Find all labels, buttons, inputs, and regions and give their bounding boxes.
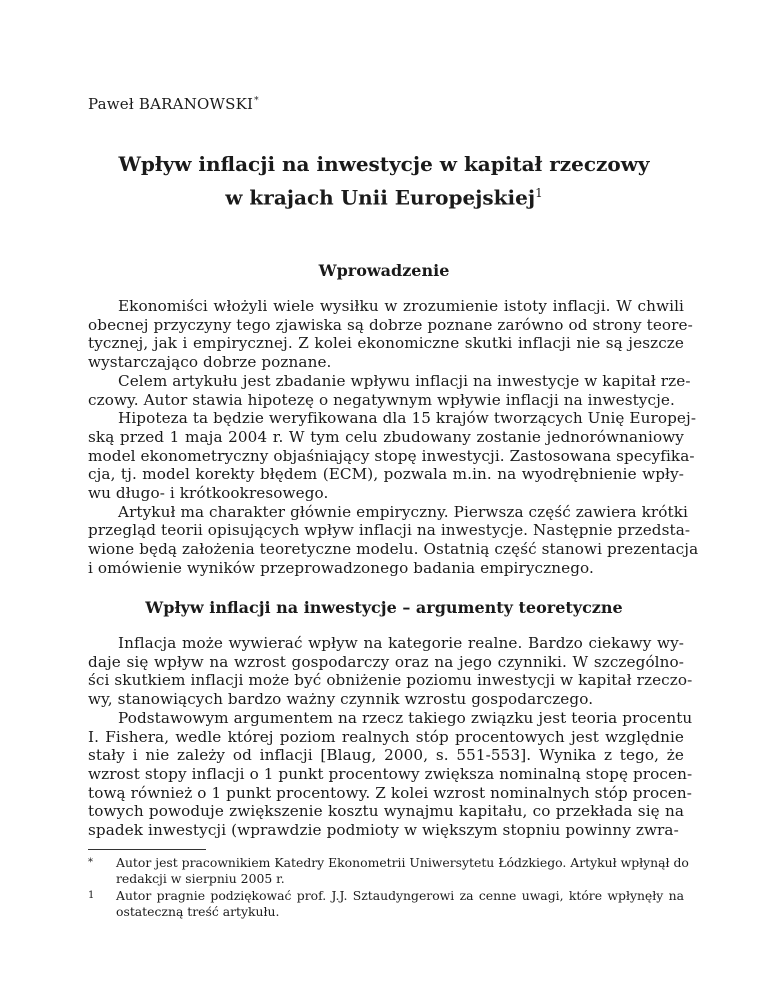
paragraph (88, 634, 693, 709)
text-line: obecnej przyczyny tego zjawiska są dobrze poznane zarówno od strony teore- (88, 315, 693, 334)
footnote-text (116, 855, 689, 887)
text-line: Ekonomiści włożyli wiele wysiłku w zrozumienie istoty inflacji. W chwili (118, 297, 684, 315)
text-line: towych powoduje zwiększenie kosztu wynajmu kapitału, co przekłada się na (88, 802, 684, 821)
text-line: Celem artykułu jest zbadanie wpływu inflacji na inwestycje w kapitał rze- (118, 371, 691, 390)
text-line: Hipoteza ta będzie weryfikowana dla 15 krajów tworzących Unię Europej- (118, 409, 697, 428)
text-line: i omówienie wyników przeprowadzonego badania empirycznego. (88, 558, 594, 577)
text-line: I. Fishera, wedle której poziom realnych stóp procentowych jest względnie (88, 727, 684, 746)
footnote-mark: 1 (88, 890, 95, 901)
section-heading-introduction: Wprowadzenie (318, 261, 450, 280)
footnote-text (116, 888, 684, 920)
text-line: przegląd teorii opisujących wpływ inflacji na inwestycje. Następnie przedsta- (88, 521, 691, 540)
section-introduction-body (88, 297, 699, 578)
text-line: ści skutkiem inflacji może być obniżenie poziomu inwestycji w kapitał rzeczo- (88, 671, 693, 690)
text-line: ską przed 1 maja 2004 r. W tym celu zbudowany zostanie jednorównaniowy (88, 427, 684, 446)
author-name: Paweł BARANOWSKI (88, 95, 254, 113)
text-line: spadek inwestycji (wprawdzie podmioty w większym stopniu powinny zwra- (88, 821, 679, 840)
text-line: wystarczająco dobrze poznane. (88, 353, 332, 372)
text-line: wzrost stopy inflacji o 1 punkt procentowy zwiększa nominalną stopę procen- (88, 764, 693, 783)
text-line: wu długo- i krótkookresowego. (88, 484, 329, 503)
footnote-acknowledgement (88, 888, 684, 920)
paragraph (88, 502, 699, 578)
title-line-1: Wpływ inflacji na inwestycje w kapitał rzeczowy (118, 152, 650, 176)
text-line: Podstawowym argumentem na rzecz takiego związku jest teoria procentu (118, 708, 693, 727)
text-line: czowy. Autor stawia hipotezę o negatywnym wpływie inflacji na inwestycje. (88, 390, 675, 409)
text-line: model ekonometryczny objaśniający stopę inwestycji. Zastosowana specyfika- (88, 446, 695, 465)
footnote-line: Autor jest pracownikiem Katedry Ekonometrii Uniwersytetu Łódzkiego. Artykuł wpłynął do (116, 855, 689, 870)
text-line: Inflacja może wywierać wpływ na kategorie realne. Bardzo ciekawy wy- (118, 634, 684, 652)
footnote-divider (88, 849, 206, 850)
title-line-2: w krajach Unii Europejskiej$^1$ (225, 185, 543, 210)
text-line: cja, tj. model korekty błędem (ECM), pozwala m.in. na wyodrębnienie wpły- (88, 465, 684, 484)
paragraph (88, 409, 697, 503)
footnote-mark: * (88, 857, 93, 868)
paragraph (88, 708, 693, 840)
text-line: wione będą założenia teoretyczne modelu. Ostatnią część stanowi prezentacja (88, 540, 699, 559)
text-line: tową również o 1 punkt procentowy. Z kolei wzrost nominalnych stóp procen- (88, 783, 692, 802)
title-footnote-mark: 1 (535, 186, 543, 200)
author-footnote-mark: * (254, 96, 259, 106)
paragraph (88, 371, 691, 409)
text-line: daje się wpływ na wzrost gospodarczy oraz na jego czynniki. W szczególno- (88, 652, 684, 671)
text-line: wy, stanowiących bardzo ważny czynnik wzrostu gospodarczego. (88, 690, 594, 709)
footnote-line: Autor pragnie podziękować prof. J.J. Sztaudyngerowi za cenne uwagi, które wpłynęły na (116, 888, 684, 903)
text-line: stały i nie zależy od inflacji [Blaug, 2000, s. 551-553]. Wynika z tego, że (88, 746, 684, 765)
section-heading-theory: Wpływ inflacji na inwestycje – argumenty teoretyczne (145, 598, 623, 617)
section-theory-body (88, 634, 693, 840)
footnote-line: ostateczną treść artykułu. (116, 904, 280, 919)
footnote-line: redakcji w sierpniu 2005 r. (116, 871, 285, 886)
author-line (88, 95, 259, 113)
paragraph (88, 297, 693, 372)
text-line: tycznej, jak i empirycznej. Z kolei ekonomiczne skutki inflacji nie są jeszcze (88, 334, 684, 353)
text-line: Artykuł ma charakter głównie empiryczny. Pierwsza część zawiera krótki (118, 502, 688, 521)
footnote-author (88, 855, 689, 887)
paper-title (0, 150, 768, 213)
